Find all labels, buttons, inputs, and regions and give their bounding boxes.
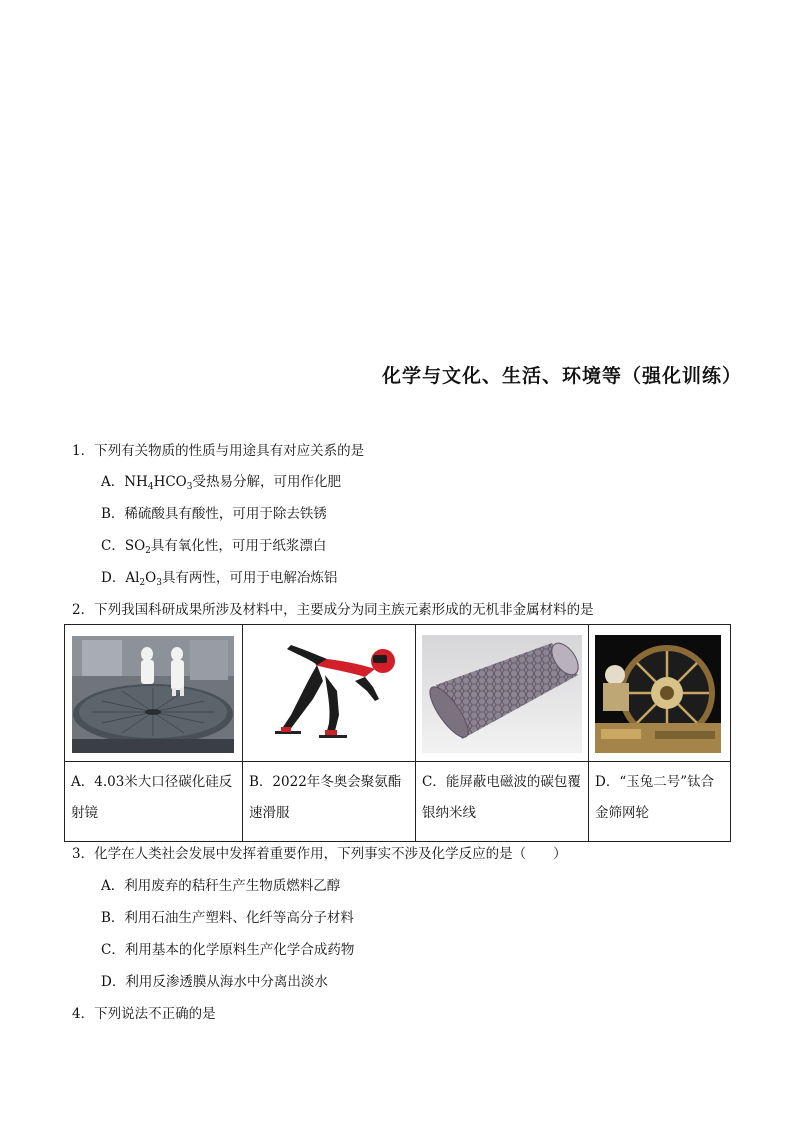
caption-a: A．4.03米大口径碳化硅反射镜	[65, 762, 243, 842]
image-cell-b	[243, 625, 416, 762]
question-3-option-b: B．利用石油生产塑料、化纤等高分子材料	[101, 910, 354, 926]
question-3-option-c: C．利用基本的化学原料生产化学合成药物	[101, 942, 355, 958]
materials-table	[64, 624, 731, 842]
caption-b: B．2022年冬奥会聚氨酯速滑服	[243, 762, 416, 842]
question-1-stem: 1．下列有关物质的性质与用途具有对应关系的是	[72, 443, 365, 459]
page-title: 化学与文化、生活、环境等（强化训练）	[382, 365, 743, 387]
nanotube-render	[422, 635, 582, 753]
image-cell-c	[416, 625, 589, 762]
mirror-photo	[72, 636, 234, 753]
question-1-option-d: D．$Al_2O_3$具有两性，可用于电解冶炼铝	[101, 570, 338, 588]
question-2-stem: 2．下列我国科研成果所涉及材料中，主要成分为同主族元素形成的无机非金属材料的是	[72, 602, 594, 618]
question-3-stem: 3．化学在人类社会发展中发挥着重要作用，下列事实不涉及化学反应的是（ ）	[72, 846, 567, 862]
rover-wheel-photo	[595, 635, 721, 753]
question-3-option-d: D．利用反渗透膜从海水中分离出淡水	[101, 974, 328, 990]
caption-c: C．能屏蔽电磁波的碳包覆银纳米线	[416, 762, 589, 842]
question-1-option-c: C．$SO_2$具有氧化性，可用于纸浆漂白	[101, 538, 327, 556]
question-1-option-a: A．$NH_4HCO_3$受热易分解，可用作化肥	[101, 474, 341, 492]
question-1-option-b: B．稀硫酸具有酸性，可用于除去铁锈	[101, 506, 327, 522]
image-cell-d	[589, 625, 731, 762]
question-4-stem: 4．下列说法不正确的是	[72, 1006, 216, 1022]
question-3-option-a: A．利用废弃的秸秆生产生物质燃料乙醇	[101, 878, 341, 894]
speed-skater-photo	[255, 635, 405, 755]
image-cell-a	[65, 625, 243, 762]
caption-d: D．“玉兔二号”钛合金筛网轮	[589, 762, 731, 842]
